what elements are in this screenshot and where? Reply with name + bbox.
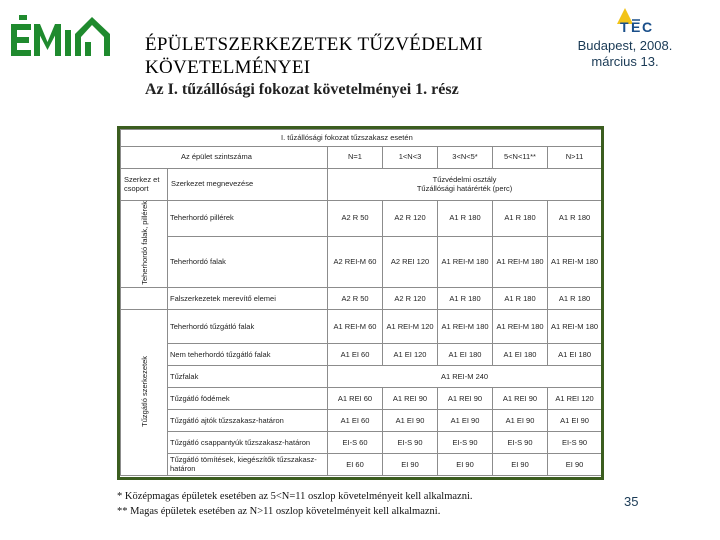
table-cell: EI 90 [548,454,602,476]
table-cell: A1 REI 90 [493,388,548,410]
date-line-1: Budapest, 2008. [577,38,673,53]
table-cell: A1 REI-M 120 [383,310,438,344]
footnote-2: ** Magas épületek esetében az N>11 oszlop követelményeit kell alkalmazni. [117,506,441,517]
row-name: Tűzgátló ajtók tűzszakasz-határon [168,410,328,432]
emi-logo [10,12,110,58]
date-line-2: március 13. [591,54,659,69]
level-header: N=1 [328,147,383,169]
table-cell-merged: A1 REI-M 240 [328,366,602,388]
table-cell: A1 REI 90 [383,388,438,410]
table-cell: EI 90 [438,454,493,476]
row-name: Tűzfalak [168,366,328,388]
table-row [121,310,602,344]
table-cell: A1 EI 120 [383,344,438,366]
group-cell-load-bearing [121,201,168,288]
level-header: 5<N<11** [493,147,548,169]
tesc-logo [615,6,661,40]
levels-row [121,147,602,169]
slide-subtitle: Az I. tűzállósági fokozat követelményei 1. rész [145,81,459,98]
table-cell: EI-S 90 [493,432,548,454]
row-name: Falszerkezetek merevítő elemei [168,288,328,310]
level-header: 3<N<5* [438,147,493,169]
group-cell-fire-barrier [121,310,168,476]
req-title [328,169,602,201]
table-cell: A2 R 120 [383,288,438,310]
row-name: Teherhordó falak [168,236,328,288]
table-cell: A1 R 180 [438,288,493,310]
table-row [121,388,602,410]
table-cell: A2 REI 120 [383,236,438,288]
table-cell: A1 EI 180 [548,344,602,366]
req-title-line-2: Tűzállósági határérték (perc) [416,183,513,193]
table-cell: A2 R 50 [328,288,383,310]
table-cell: A1 EI 90 [493,410,548,432]
group-label-fire-barrier: Tűzgátló szerkezetek [139,356,149,427]
row-name: Tűzgátló tömítések, kiegészítők tűzszakasz-határon [168,454,328,476]
row-name: Teherhordó pillérek [168,201,328,237]
table-cell: A1 R 180 [548,201,602,237]
table-row [121,432,602,454]
table-cell: A1 REI-M 180 [548,236,602,288]
footnotes [117,489,473,519]
table-cell: A1 R 180 [548,288,602,310]
level-header: N>11 [548,147,602,169]
table-cell: EI-S 90 [438,432,493,454]
table-cell: A1 REI-M 180 [438,310,493,344]
table-cell: A1 REI-M 180 [548,310,602,344]
requirements-table-frame [117,126,604,480]
table-cell: A1 R 180 [438,201,493,237]
table-cell: EI-S 90 [548,432,602,454]
table-cell: A1 REI-M 180 [493,310,548,344]
table-row [121,366,602,388]
table-cell: A1 REI 120 [548,388,602,410]
table-cell: A2 R 50 [328,201,383,237]
title-line-1: ÉPÜLETSZERKEZETEK TŰZVÉDELMI [145,34,483,55]
table-cell: EI 90 [493,454,548,476]
table-row [121,288,602,310]
svg-text:E: E [631,19,641,35]
struct-group-label: Szerkez et csoport [121,169,168,201]
table-cell: A1 REI-M 180 [493,236,548,288]
title-line-2: KÖVETELMÉNYEI [145,57,311,78]
table-cell: A1 EI 90 [383,410,438,432]
req-title-line-1: Tűzvédelmi osztály [432,175,497,184]
table-cell: A1 EI 60 [328,410,383,432]
table-cell: A1 REI-M 60 [328,310,383,344]
row-name: Teherhordó tűzgátló falak [168,310,328,344]
table-row [121,201,602,237]
table-row [121,344,602,366]
row-name: Nem teherhordó tűzgátló falak [168,344,328,366]
table-cell: A2 R 120 [383,201,438,237]
table-caption: I. tűzállósági fokozat tűzszakasz esetén [121,130,602,147]
table-cell: A1 REI-M 180 [438,236,493,288]
table-caption-row [121,130,602,147]
table-cell: EI 90 [383,454,438,476]
table-cell: EI-S 60 [328,432,383,454]
svg-text:C: C [642,19,653,35]
table-cell: EI-S 90 [383,432,438,454]
table-cell: A1 R 180 [493,201,548,237]
table-cell: A1 EI 60 [328,344,383,366]
table-row [121,410,602,432]
struct-name-label: Szerkezet megnevezése [168,169,328,201]
table-cell: EI 60 [328,454,383,476]
table-cell: A2 REI-M 60 [328,236,383,288]
group-label-load-bearing: Teherhordó falak, pillérek [139,201,149,285]
svg-text:T: T [620,19,629,35]
table-cell: A1 REI 90 [438,388,493,410]
req-header-row [121,169,602,201]
group-cell-empty [121,288,168,310]
table-cell: A1 EI 90 [548,410,602,432]
footnote-1: * Középmagas épületek esetében az 5<N=11 oszlop követelményeit kell alkalmazni. [117,491,473,502]
table-cell: A1 REI 60 [328,388,383,410]
table-row [121,454,602,476]
table-cell: A1 R 180 [493,288,548,310]
stories-label: Az épület szintszáma [121,147,328,169]
date-block [560,38,690,70]
row-name: Tűzgátló födémek [168,388,328,410]
row-name: Tűzgátló csappantyúk tűzszakasz-határon [168,432,328,454]
page-number: 35 [624,494,639,509]
level-header: 1<N<3 [383,147,438,169]
slide-title [145,33,483,79]
requirements-table [120,129,602,476]
table-row [121,236,602,288]
table-cell: A1 EI 180 [493,344,548,366]
table-cell: A1 EI 90 [438,410,493,432]
table-cell: A1 EI 180 [438,344,493,366]
